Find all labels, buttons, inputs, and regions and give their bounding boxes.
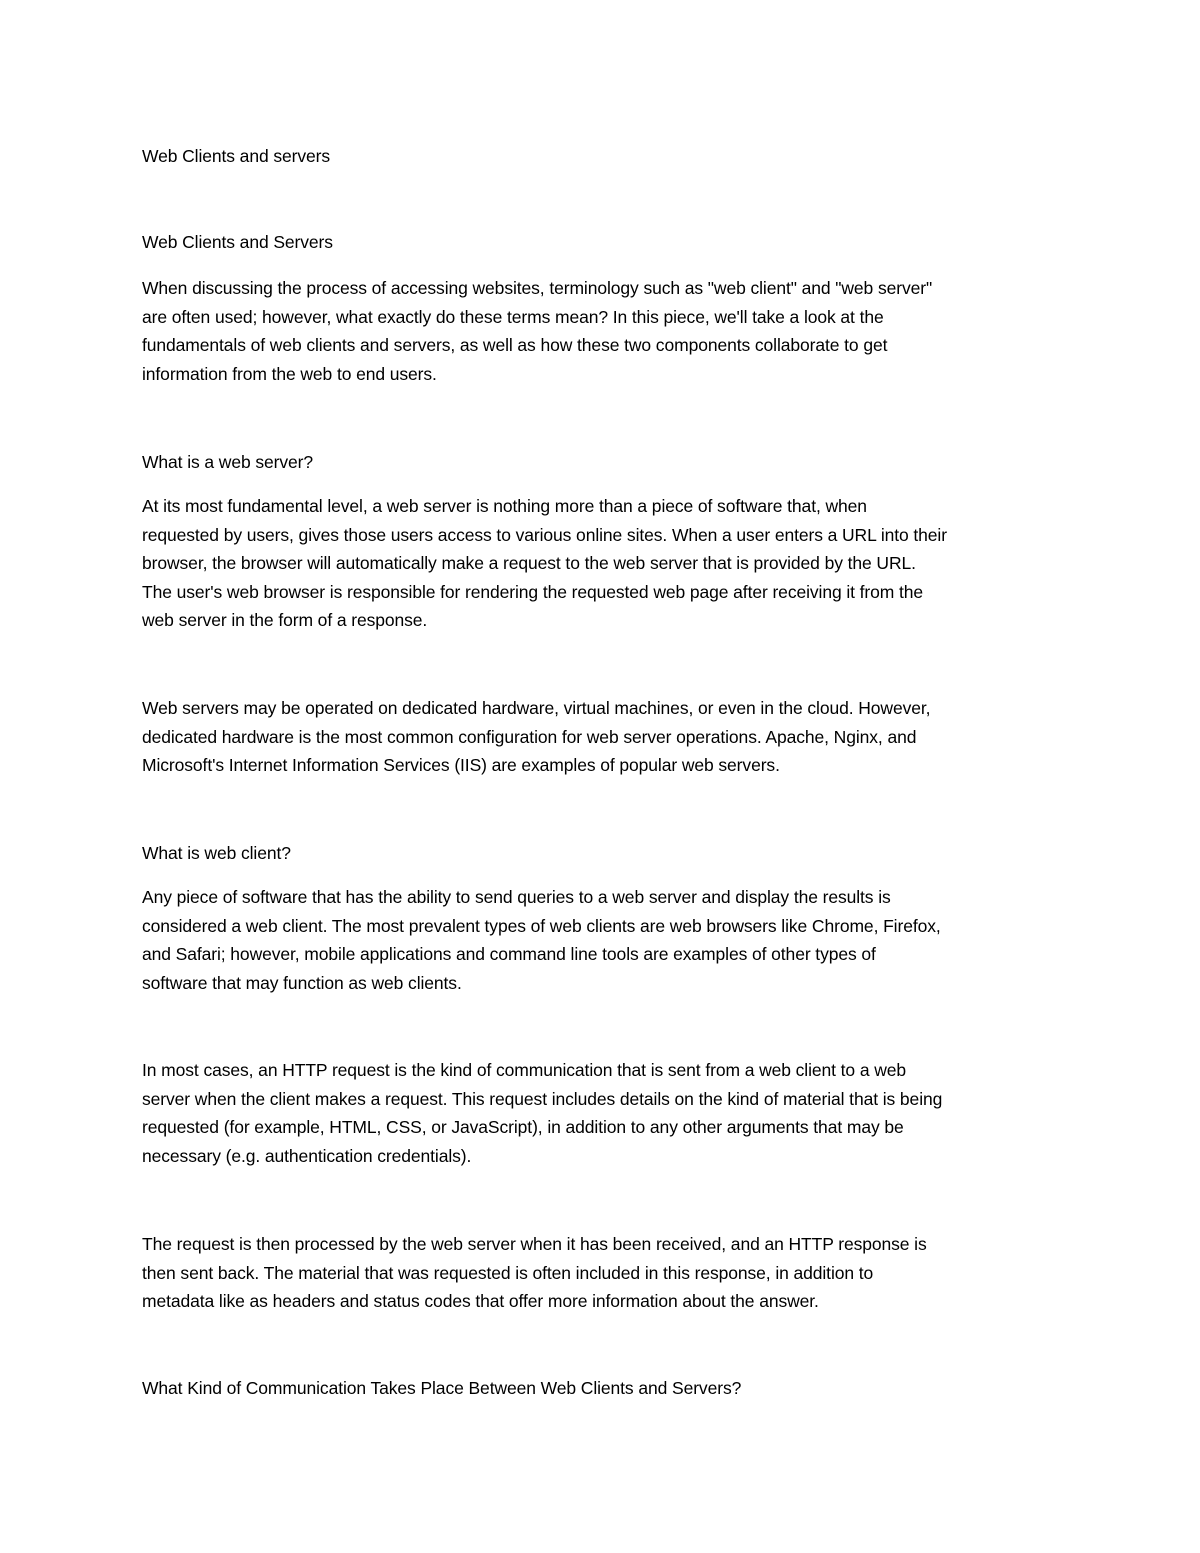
- paragraph-line: information from the web to end users.: [142, 363, 437, 384]
- paragraph-line: server when the client makes a request. This request includes details on the kind of material that is being: [142, 1088, 943, 1109]
- client-paragraph-2: [142, 1056, 1072, 1170]
- paragraph-line: At its most fundamental level, a web server is nothing more than a piece of software that, when: [142, 496, 867, 516]
- paragraph-line: The user's web browser is responsible for rendering the requested web page after receiving it from the: [142, 581, 924, 602]
- heading-web-server: What is a web server?: [142, 452, 314, 472]
- intro-paragraph: [142, 274, 1072, 388]
- paragraph-line: metadata like as headers and status codes that offer more information about the answer.: [142, 1291, 819, 1311]
- paragraph-line: Microsoft's Internet Information Services (IIS) are examples of popular web servers.: [142, 755, 780, 775]
- document-title: Web Clients and servers: [142, 146, 331, 166]
- paragraph-line: are often used; however, what exactly do these terms mean? In this piece, we'll take a look at the: [142, 306, 884, 327]
- paragraph-line: dedicated hardware is the most common configuration for web server operations. Apache, Nginx, and: [142, 726, 917, 747]
- heading-web-client: What is web client?: [142, 843, 291, 863]
- paragraph-line: and Safari; however, mobile applications and command line tools are examples of other types of: [142, 944, 876, 964]
- paragraph-line: Web servers may be operated on dedicated hardware, virtual machines, or even in the cloud. However,: [142, 698, 931, 718]
- paragraph-line: The request is then processed by the web server when it has been received, and an HTTP response is: [142, 1234, 927, 1254]
- server-paragraph-2: [142, 694, 1072, 780]
- paragraph-line: In most cases, an HTTP request is the kind of communication that is sent from a web client to a web: [142, 1060, 907, 1080]
- client-paragraph-3: [142, 1230, 1072, 1316]
- paragraph-line: browser, the browser will automatically make a request to the web server that is provided by the URL.: [142, 553, 916, 573]
- paragraph-line: software that may function as web clients.: [142, 972, 462, 993]
- paragraph-line: then sent back. The material that was requested is often included in this response, in addition to: [142, 1262, 874, 1283]
- section-title: Web Clients and Servers: [142, 232, 333, 252]
- server-paragraph-1: [142, 492, 1072, 635]
- paragraph-line: requested by users, gives those users access to various online sites. When a user enters a URL into their: [142, 524, 947, 545]
- paragraph-line: When discussing the process of accessing websites, terminology such as "web client" and "web server": [142, 278, 933, 298]
- paragraph-line: fundamentals of web clients and servers, as well as how these two components collaborate to get: [142, 335, 888, 355]
- client-paragraph-1: [142, 883, 1072, 997]
- paragraph-line: Any piece of software that has the ability to send queries to a web server and display the results is: [142, 887, 891, 907]
- paragraph-line: web server in the form of a response.: [142, 610, 428, 630]
- heading-communication: What Kind of Communication Takes Place Between Web Clients and Servers?: [142, 1378, 742, 1398]
- paragraph-line: considered a web client. The most prevalent types of web clients are web browsers like Chrome, Firefox,: [142, 915, 941, 936]
- paragraph-line: necessary (e.g. authentication credentials).: [142, 1145, 472, 1166]
- paragraph-line: requested (for example, HTML, CSS, or JavaScript), in addition to any other arguments that may be: [142, 1117, 904, 1137]
